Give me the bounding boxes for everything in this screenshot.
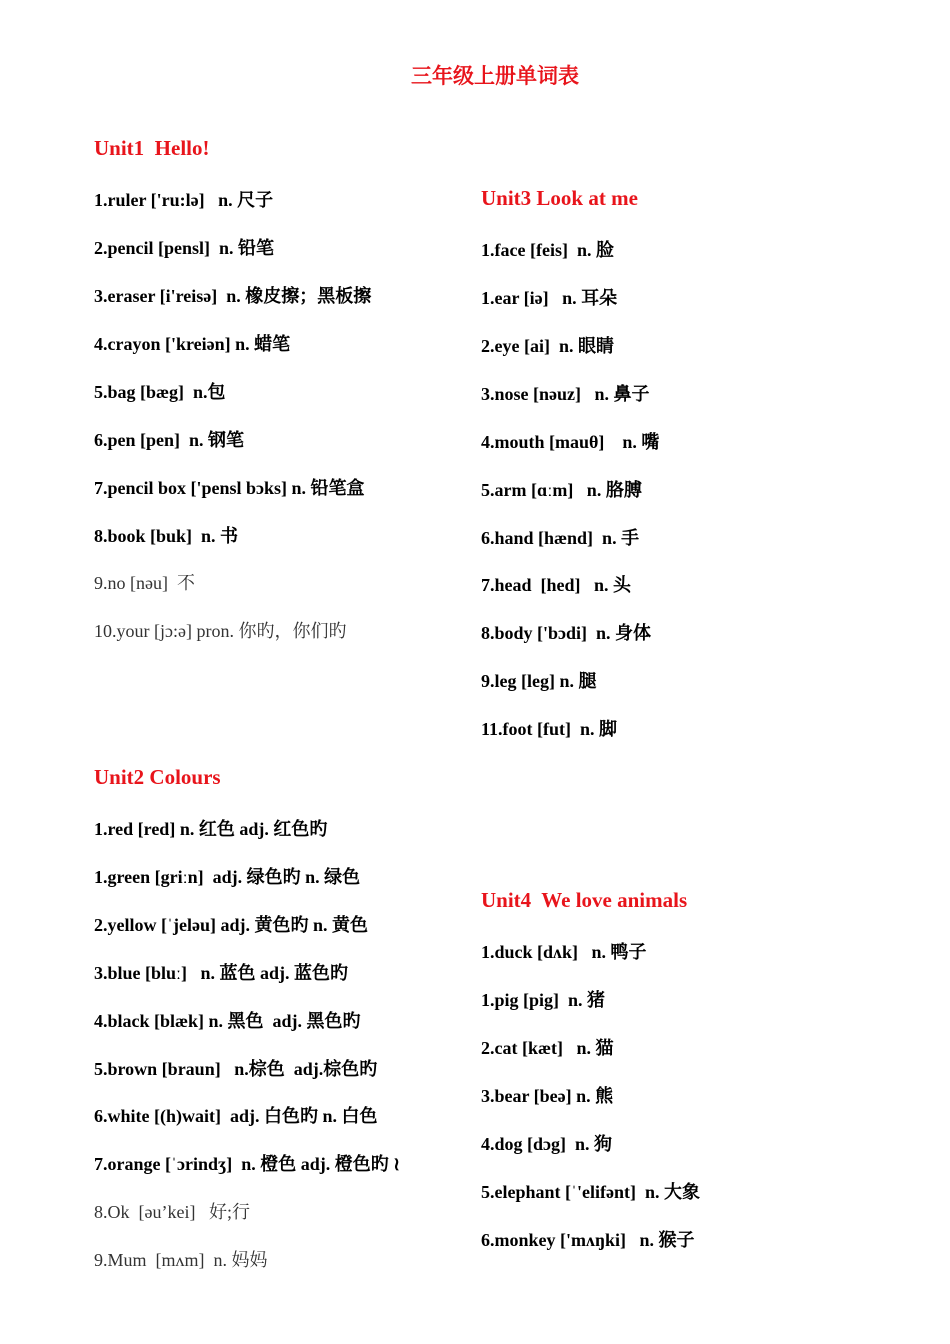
unit4-entry: 2.cat [kæt] n. 猫: [481, 1038, 614, 1058]
unit2-entry: 3.blue [bluː] n. 蓝色 adj. 蓝色旳: [94, 963, 349, 983]
unit2-entry: 1.red [red] n. 红色 adj. 红色旳: [94, 819, 328, 839]
unit3-entry: 9.leg [leg] n. 腿: [481, 671, 597, 691]
unit3-entry: 5.arm [ɑːm] n. 胳膊: [481, 480, 642, 500]
unit1-entry: 3.eraser [i'reisə] n. 橡皮擦；黑板擦: [94, 286, 372, 306]
unit1-entry: 4.crayon ['kreiən] n. 蜡笔: [94, 334, 291, 354]
unit4-entry: 3.bear [beə] n. 熊: [481, 1086, 614, 1106]
unit3-entry: 2.eye [ai] n. 眼睛: [481, 336, 614, 356]
unit2-entry: 8.Ok [əu’kei] 好;行: [94, 1202, 250, 1222]
unit3-entry: 7.head [hed] n. 头: [481, 575, 632, 595]
unit2-entry: 4.black [blæk] n. 黑色 adj. 黑色旳: [94, 1011, 361, 1031]
unit2-entry: 9.Mum [mʌm] n. 妈妈: [94, 1250, 268, 1270]
unit3-entry: 1.face [feis] n. 脸: [481, 240, 614, 260]
unit3-entry: 8.body ['bɔdi] n. 身体: [481, 623, 652, 643]
unit4-entry: 1.duck [dʌk] n. 鸭子: [481, 942, 647, 962]
unit4-entry: 4.dog [dɔg] n. 狗: [481, 1134, 613, 1154]
unit4-entry: 5.elephant [ˈ'elifənt] n. 大象: [481, 1182, 700, 1202]
unit1-entry: 5.bag [bæg] n.包: [94, 382, 226, 402]
unit1-entry: 6.pen [pen] n. 钢笔: [94, 430, 245, 450]
unit3-entry: 1.ear [iə] n. 耳朵: [481, 288, 618, 308]
unit2-entry: 1.green [griːn] adj. 绿色旳 n. 绿色: [94, 867, 361, 887]
unit3-entry: 11.foot [fut] n. 脚: [481, 719, 617, 739]
unit1-entry: 9.no [nəu] 不: [94, 573, 195, 593]
unit2-entry: 5.brown [braun] n.棕色 adj.棕色旳: [94, 1059, 378, 1079]
unit3-entry: 3.nose [nəuz] n. 鼻子: [481, 384, 650, 404]
unit1-entry: 10.your [jɔ:ə] pron. 你旳，你们旳: [94, 621, 347, 641]
unit3-heading: Unit3 Look at me: [481, 186, 638, 210]
unit4-entry: 6.monkey ['mʌŋki] n. 猴子: [481, 1230, 695, 1250]
unit1-entry: 8.book [buk] n. 书: [94, 526, 239, 546]
unit4-heading: Unit4 We love animals: [481, 888, 688, 912]
unit1-heading: Unit1 Hello!: [94, 136, 210, 160]
unit2-heading: Unit2 Colours: [94, 765, 221, 789]
unit2-entry: 6.white [(h)wait] adj. 白色旳 n. 白色: [94, 1106, 378, 1126]
unit4-entry: 1.pig [pig] n. 猪: [481, 990, 606, 1010]
unit1-entry: 2.pencil [pensl] n. 铅笔: [94, 238, 275, 258]
unit1-entry: 7.pencil box ['pensl bɔks] n. 铅笔盒: [94, 478, 365, 498]
unit2-entry: 7.orange [ˈɔrindʒ] n. 橙色 adj. 橙色旳 ≀: [94, 1154, 400, 1174]
page-title: 三年级上册单词表: [411, 64, 579, 88]
unit3-entry: 6.hand [hænd] n. 手: [481, 528, 640, 548]
unit1-entry: 1.ruler ['ru:lə] n. 尺子: [94, 190, 274, 210]
unit2-entry: 2.yellow [ˈjeləu] adj. 黄色旳 n. 黄色: [94, 915, 368, 935]
unit3-entry: 4.mouth [mauθ] n. 嘴: [481, 432, 660, 452]
